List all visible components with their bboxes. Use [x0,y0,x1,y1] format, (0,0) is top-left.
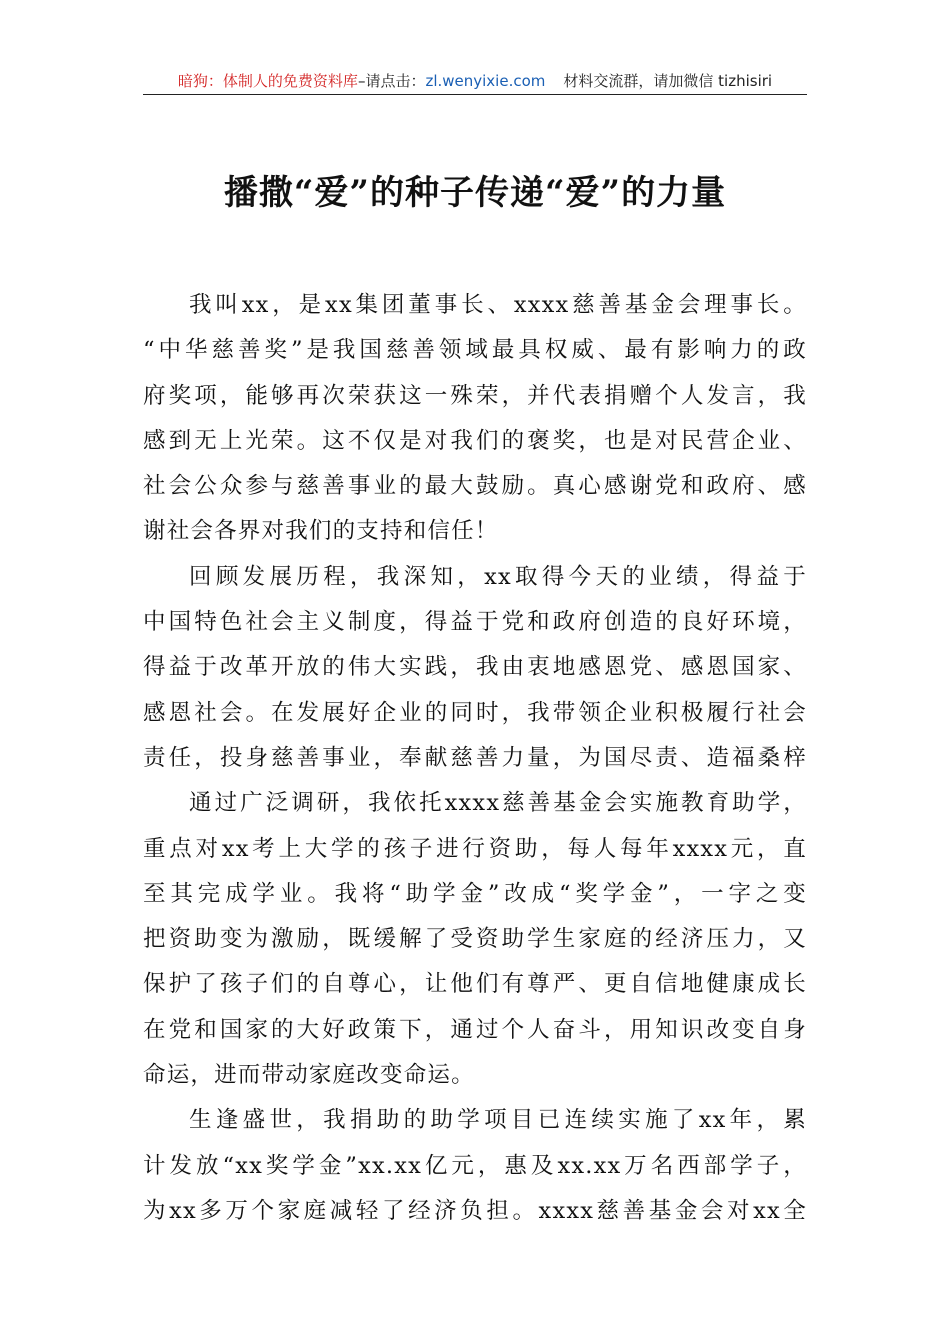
document-body [143,283,807,1234]
document-title: 播撒“爱”的种子传递“爱”的力量 [223,173,727,213]
paragraph-line: 得益于改革开放的伟大实践，我由衷地感恩党、感恩国家、 [143,654,807,681]
page-header [143,68,807,95]
header-contact: 材料交流群，请加微信 tizhisiri [563,72,773,90]
paragraph-line: 社会公众参与慈善事业的最大鼓励。真心感谢党和政府、感 [143,473,807,500]
paragraph-line: 感到无上光荣。这不仅是对我们的褒奖，也是对民营企业、 [143,427,807,454]
header-link[interactable]: zl.wenyixie.com [425,72,546,90]
paragraph-line: 命运，进而带动家庭改变命运。 [143,1062,475,1089]
header-separator: –请点击： [357,72,426,90]
paragraph-line: 回顾发展历程，我深知，xx取得今天的业绩，得益于 [189,563,807,590]
paragraph-line: 至其完成学业。我将“助学金”改成“奖学金”，一字之变 [143,880,807,907]
paragraph-line: 感恩社会。在发展好企业的同时，我带领企业积极履行社会 [143,699,807,726]
paragraph-line: 府奖项，能够再次荣获这一殊荣，并代表捐赠个人发言，我 [143,382,807,409]
paragraph-line: 把资助变为激励，既缓解了受资助学生家庭的经济压力，又 [143,926,807,953]
paragraph-line: 重点对xx考上大学的孩子进行资助，每人每年xxxx元，直 [143,835,807,862]
paragraph-line: 保护了孩子们的自尊心，让他们有尊严、更自信地健康成长 [143,971,807,998]
paragraph-line: 在党和国家的大好政策下，通过个人奋斗，用知识改变自身 [143,1016,807,1043]
header-brand: 暗狗：体制人的免费资料库 [177,72,358,90]
paragraph-line: 责任，投身慈善事业，奉献慈善力量，为国尽责、造福桑梓 [143,744,807,771]
paragraph-line: 通过广泛调研，我依托xxxx慈善基金会实施教育助学， [189,790,807,817]
paragraph-line: 生逢盛世，我捐助的助学项目已连续实施了xx年，累 [189,1107,807,1134]
paragraph-line: 谢社会各界对我们的支持和信任！ [143,518,499,545]
paragraph-line: 计发放“xx奖学金”xx.xx亿元，惠及xx.xx万名西部学子， [143,1152,807,1179]
paragraph-line: 我叫xx，是xx集团董事长、xxxx慈善基金会理事长。 [189,292,807,318]
paragraph-line: 为xx多万个家庭减轻了经济负担。xxxx慈善基金会对xx全 [143,1197,807,1224]
paragraph-line: 中国特色社会主义制度，得益于党和政府创造的良好环境， [143,609,807,636]
paragraph-line: “中华慈善奖”是我国慈善领域最具权威、最有影响力的政 [143,337,807,364]
